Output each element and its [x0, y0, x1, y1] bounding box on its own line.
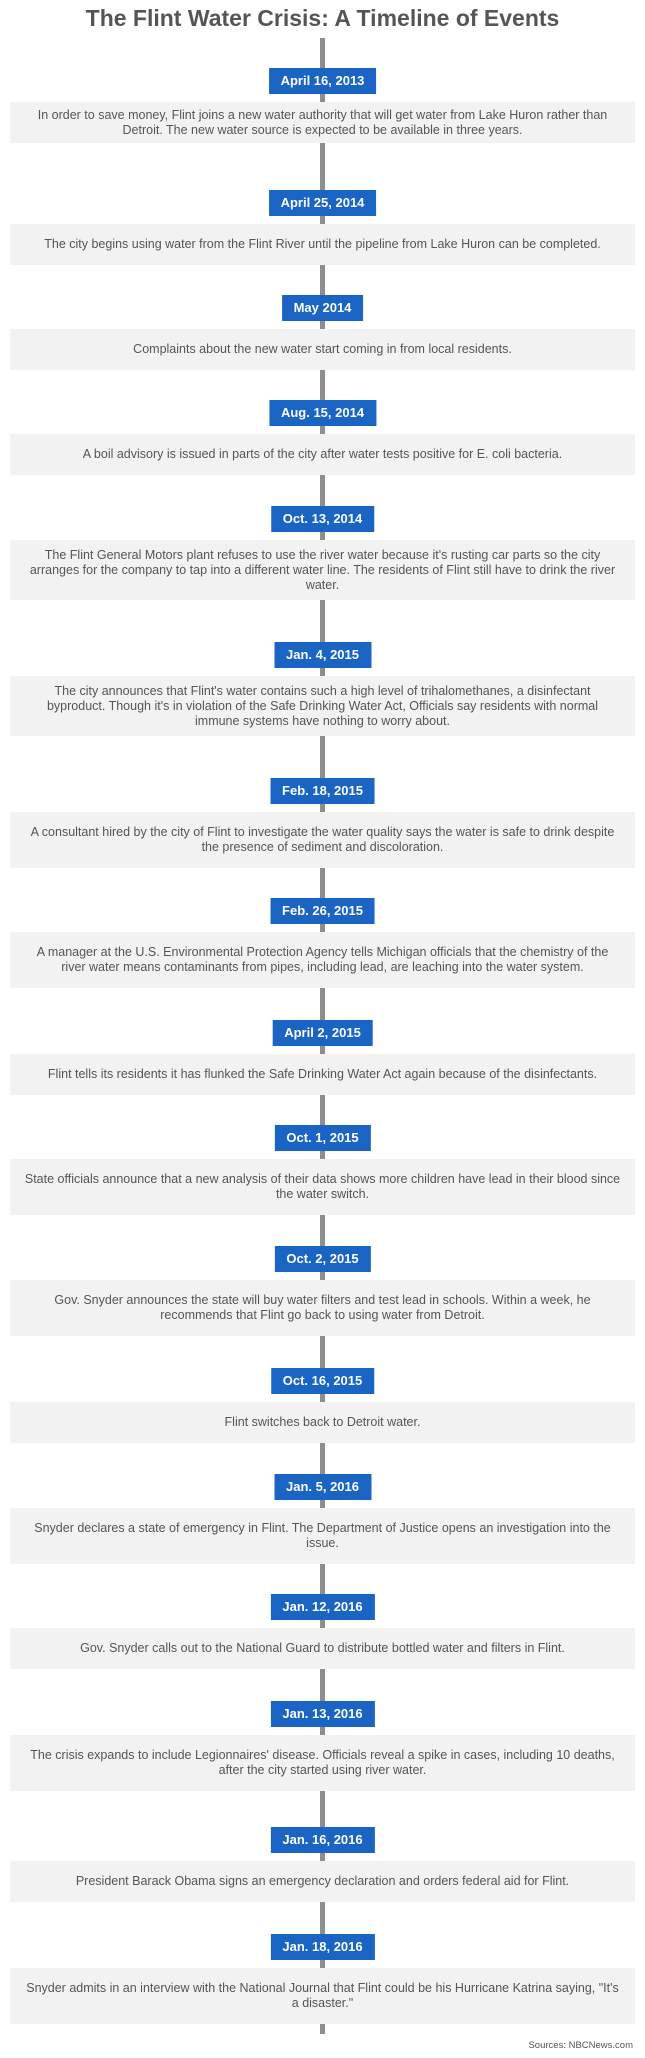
event-date-badge: Jan. 5, 2016: [274, 1474, 371, 1500]
event-description: In order to save money, Flint joins a new water authority that will get water from Lake Huron rather than Detroit. The new water source is expected to be available in three years.: [10, 102, 635, 143]
event-description: A consultant hired by the city of Flint to investigate the water quality says the water is safe to drink despite the presence of sediment and discoloration.: [10, 812, 635, 868]
event-date-badge: Oct. 1, 2015: [274, 1125, 370, 1151]
event-date-badge: Jan. 16, 2016: [270, 1827, 374, 1853]
event-date-badge: Feb. 26, 2015: [270, 898, 375, 924]
page-title: The Flint Water Crisis: A Timeline of Events: [85, 5, 560, 31]
event-description: The Flint General Motors plant refuses to use the river water because it's rusting car parts so the city arranges for the company to tap into a different water line. The residents of Flint still have to drink the river water.: [10, 540, 635, 600]
event-date-badge: April 2, 2015: [272, 1020, 373, 1046]
event-description: The city announces that Flint's water contains such a high level of trihalomethanes, a disinfectant byproduct. Though it's in violation of the Safe Drinking Water Act, Officials say residents with normal immune systems have nothing to worry about.: [10, 676, 635, 736]
event-description: President Barack Obama signs an emergency declaration and orders federal aid for Flint.: [10, 1861, 635, 1902]
event-date-badge: May 2014: [282, 295, 364, 321]
event-date-badge: Aug. 15, 2014: [269, 400, 376, 426]
event-description: Complaints about the new water start coming in from local residents.: [10, 329, 635, 370]
event-date-badge: April 16, 2013: [269, 68, 377, 94]
event-date-badge: Jan. 4, 2015: [274, 642, 371, 668]
event-description: A boil advisory is issued in parts of the city after water tests positive for E. coli bacteria.: [10, 434, 635, 475]
event-date-badge: Jan. 18, 2016: [270, 1934, 374, 1960]
event-description: A manager at the U.S. Environmental Protection Agency tells Michigan officials that the chemistry of the river water means contaminants from pipes, including lead, are leaching into the water system.: [10, 932, 635, 988]
source-credit: Sources: NBCNews.com: [528, 2040, 633, 2051]
event-description: Flint switches back to Detroit water.: [10, 1402, 635, 1443]
event-date-badge: Oct. 16, 2015: [271, 1368, 375, 1394]
event-description: Gov. Snyder calls out to the National Guard to distribute bottled water and filters in Flint.: [10, 1628, 635, 1669]
event-date-badge: Jan. 12, 2016: [270, 1594, 374, 1620]
event-date-badge: April 25, 2014: [269, 190, 377, 216]
event-description: State officials announce that a new analysis of their data shows more children have lead in their blood since the water switch.: [10, 1159, 635, 1215]
event-date-badge: Jan. 13, 2016: [270, 1701, 374, 1727]
event-description: Gov. Snyder announces the state will buy water filters and test lead in schools. Within a week, he recommends that Flint go back to using water from Detroit.: [10, 1280, 635, 1336]
event-description: The city begins using water from the Flint River until the pipeline from Lake Huron can be completed.: [10, 224, 635, 265]
event-date-badge: Oct. 13, 2014: [271, 506, 375, 532]
event-description: Flint tells its residents it has flunked the Safe Drinking Water Act again because of the disinfectants.: [10, 1054, 635, 1095]
event-date-badge: Oct. 2, 2015: [274, 1246, 370, 1272]
event-date-badge: Feb. 18, 2015: [270, 778, 375, 804]
event-description: Snyder declares a state of emergency in Flint. The Department of Justice opens an investigation into the issue.: [10, 1508, 635, 1564]
event-description: Snyder admits in an interview with the National Journal that Flint could be his Hurricane Katrina saying, "It's a disaster.": [10, 1968, 635, 2024]
event-description: The crisis expands to include Legionnaires' disease. Officials reveal a spike in cases, including 10 deaths, after the city started using river water.: [10, 1735, 635, 1791]
